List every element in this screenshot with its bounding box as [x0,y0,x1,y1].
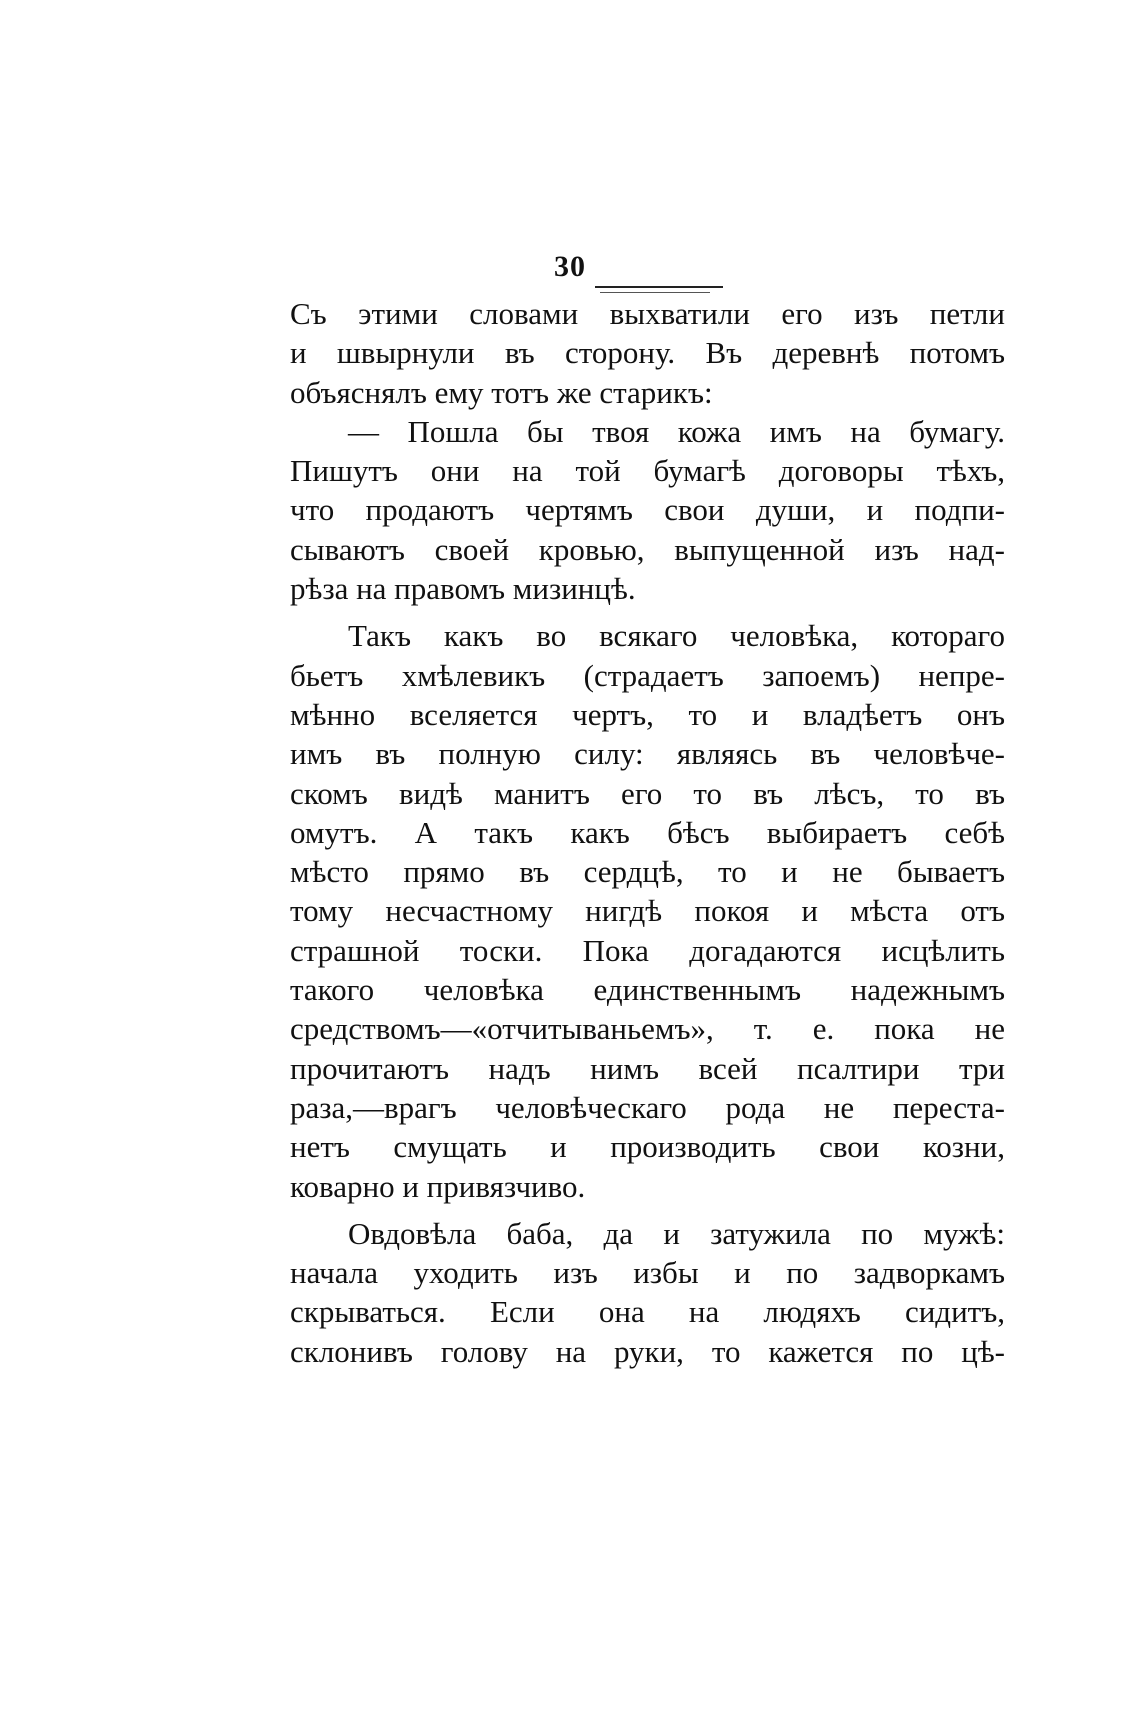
text-line: склонивъ голову на руки, то кажется по цѣ- [290,1333,1005,1369]
text-line: имъ въ полную силу: являясь въ человѣче- [290,736,1005,772]
text-line: скомъ видѣ манитъ его то въ лѣсъ, то въ [290,775,1005,811]
text-line: раза,—врагъ человѣческаго рода не переста- [290,1089,1005,1125]
text-line: бьетъ хмѣлевикъ (страдаетъ запоемъ) непре- [290,657,1005,693]
page-number-rule-secondary [600,292,710,293]
text-line: рѣза на правомъ мизинцѣ. [290,571,636,607]
text-line: тому несчастному нигдѣ покоя и мѣста отъ [290,893,1005,929]
text-line: мѣнно вселяется чертъ, то и владѣетъ онъ [290,696,1005,732]
paragraph-gap [290,1206,1005,1214]
page-number-rule [595,286,723,288]
text-line: — Пошла бы твоя кожа имъ на бумагу. [348,413,1005,449]
text-line: объяснялъ ему тотъ же старикъ: [290,374,713,410]
text-line: страшной тоски. Пока догадаются исцѣлить [290,932,1005,968]
paragraph-gap [290,608,1005,616]
body-text [290,294,1005,1371]
text-line: начала уходить изъ избы и по задворкамъ [290,1255,1005,1291]
text-line: и швырнули въ сторону. Въ деревнѣ потомъ [290,335,1005,371]
text-line: коварно и привязчиво. [290,1168,586,1204]
text-line: такого человѣка единственнымъ надежнымъ [290,972,1005,1008]
text-line: что продаютъ чертямъ свои души, и подпи- [290,492,1005,528]
text-line: нетъ смущать и производить свои козни, [290,1129,1005,1165]
text-line: омутъ. А такъ какъ бѣсъ выбираетъ себѣ [290,814,1005,850]
text-line: мѣсто прямо въ сердцѣ, то и не бываетъ [290,854,1005,890]
text-line: скрываться. Если она на людяхъ сидитъ, [290,1294,1005,1330]
text-line: Пишутъ они на той бумагѣ договоры тѣхъ, [290,453,1005,489]
page-number: 30 [554,250,586,283]
text-line: прочитаютъ надъ нимъ всей псалтири три [290,1050,1005,1086]
text-line: Овдовѣла баба, да и затужила по мужѣ: [348,1215,1005,1251]
text-line: сываютъ своей кровью, выпущенной изъ над- [290,531,1005,567]
text-line: Такъ какъ во всякаго человѣка, котораго [348,618,1005,654]
text-line: Съ этими словами выхватили его изъ петли [290,296,1005,331]
text-line: средствомъ—«отчитываньемъ», т. е. пока не [290,1011,1005,1047]
